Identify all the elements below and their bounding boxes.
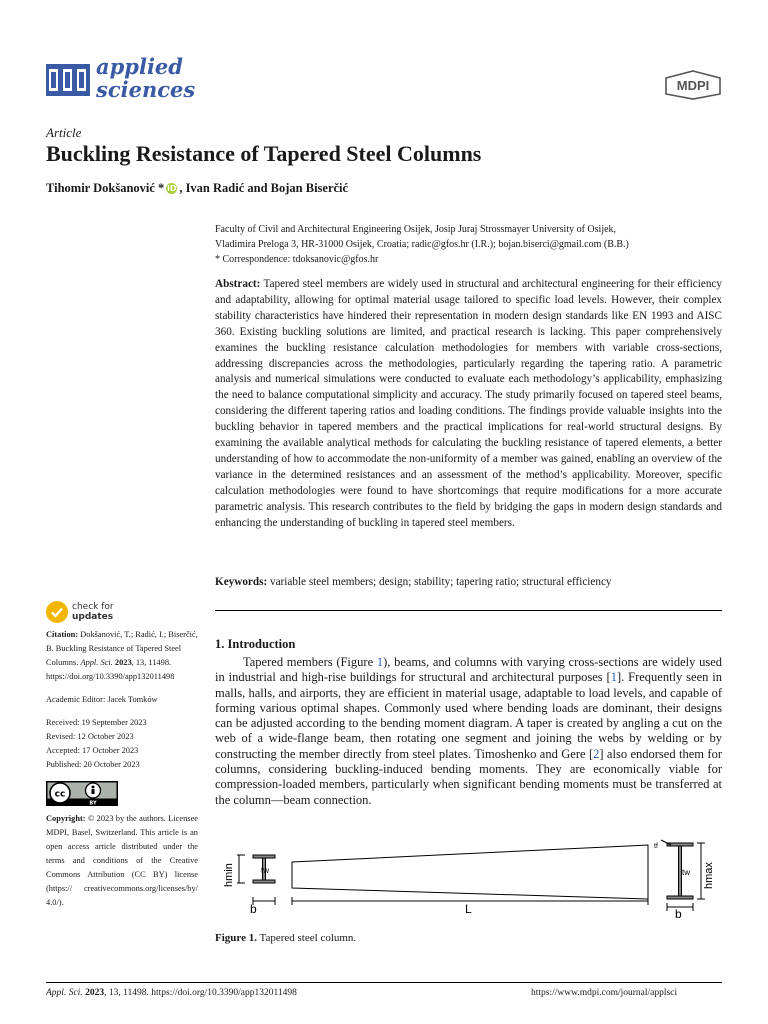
citation-text: Dokšanović, T.; Radić, I.; Biserčić, B. Buckling Resistance of Tapered Steel Columns. (46, 630, 198, 667)
check-icon (46, 601, 68, 623)
copyright-text: © 2023 by the authors. Licensee MDPI, Basel, Switzerland. This article is an open access article distributed under the terms and conditions of the Creative Commons Attribution (CC BY) license (https:// creativecommons.org/licenses/by/ 4.0/). (46, 814, 198, 907)
date-published: Published: 20 October 2023 (46, 760, 140, 769)
article-title: Buckling Resistance of Tapered Steel Columns (46, 141, 482, 166)
journal-name (96, 55, 206, 101)
copyright-label: Copyright: (46, 814, 86, 823)
check-line2: updates (72, 612, 114, 622)
footer-journal-url[interactable]: https://www.mdpi.com/journal/applsci (531, 988, 678, 998)
check-for-updates-button[interactable] (46, 601, 166, 625)
abstract (215, 277, 722, 532)
figure-caption-label: Figure 1. (215, 932, 257, 944)
footer-journal: Appl. Sci. (46, 988, 83, 998)
publisher-name: MDPI (676, 78, 710, 93)
date-revised: Revised: 12 October 2023 (46, 732, 134, 741)
journal-logo-icon (46, 60, 90, 100)
journal-name-line2: sciences (96, 77, 196, 102)
date-accepted: Accepted: 17 October 2023 (46, 746, 139, 755)
correspondence: * Correspondence: tdoksanovic@gfos.hr (215, 254, 379, 265)
orcid-icon[interactable]: iD (167, 184, 177, 193)
keywords (215, 576, 725, 588)
affiliation-line: Faculty of Civil and Architectural Engineering Osijek, Josip Juraj Strossmayer University of Osijek, (215, 224, 617, 235)
label-tw-right: tw (682, 868, 690, 877)
figure-caption (215, 932, 356, 944)
citation-reference-link[interactable]: 1 (610, 670, 617, 685)
citation (46, 628, 198, 684)
label-hmin: hmin (223, 863, 235, 887)
journal-name-line1: applied (96, 54, 183, 79)
label-tw: tw (261, 866, 269, 875)
section-heading-introduction: 1. Introduction (215, 637, 296, 651)
check-for-updates-label (72, 602, 114, 622)
citation-year: 2023 (114, 658, 132, 667)
label-tf: tf (654, 843, 658, 850)
author-primary[interactable]: Tihomir Dokšanović * (46, 181, 165, 195)
intro-text-segment: ]. Frequently seen in malls, halls, and airports, they are efficient in material usage, adaptable to load levels, and capable of forming various optimal shapes. Commonly used where bending loads are dominant, their designs can be adjusted according to the bending moment diagram. A taper is created by angling a cut on the web of a wide-flange beam, then rotating one segment and joining the webs by welding or by constructing the member directly from steel plates. Timoshenko and Gere [ (215, 670, 722, 761)
academic-editor: Academic Editor: Jacek Tomków (46, 695, 158, 704)
mdpi-logo-icon (664, 70, 722, 100)
journal-logo[interactable] (46, 54, 196, 108)
intro-text-segment: Tapered members (Figure (243, 655, 377, 669)
copyright (46, 812, 198, 910)
abstract-label: Abstract: (215, 278, 261, 290)
figure-tapered-column (215, 835, 722, 920)
label-b-left: b (250, 902, 257, 916)
keywords-text: variable steel members; design; stability; tapering ratio; structural efficiency (270, 576, 612, 588)
abstract-text: Tapered steel members are widely used in structural and architectural engineering for their efficiency and adaptability, allowing for optimal material usage tailored to specific load levels. However, their complex stability characteristics have hindered their representation in modern design standards like EN 1993 and AISC 360. Existing buckling solutions are limited, and practical research is lacking. This paper comprehensively examines the buckling resistance calculation methodologies for members with variable cross-sections, addressing discrepancies across the methodologies, particularly regarding the tapering ratio. A parametric analysis and numerical simulations were conducted to evaluate each methodology’s applicability, emphasizing the need to balance computational simplicity and accuracy. The study primarily focused on tapered steel beams, considering the different tapering ratios and loading conditions. The findings provide valuable insights into the buckling behavior in tapered members and the practical implications for real-world structural designs. By examining the available analytical methods for calculating the buckling resistance of tapered elements, a better understanding of how to accommodate the non-uniformity of a member was gained, enabling an overview of the variance in the determined resistances and an assessment of the method’s applicability. Moreover, specific calculation methodologies were found to have shortcomings that require modifications for a more accurate parametric analysis. This research contributes to the field by bridging the gaps in modern design standards and enhancing the understanding of buckling in tapered steel members. (215, 278, 722, 529)
citation-volume-doi[interactable]: , 13, 11498. https://doi.org/10.3390/app132011498 (46, 658, 175, 681)
affiliation-line: Vladimira Preloga 3, HR-31000 Osijek, Croatia; radic@gfos.hr (I.R.); bojan.biserci@gmail.com (B.B.) (215, 239, 629, 250)
intro-text-segment: ] also endorsed them for columns, considering buckling-induced bending moments. They are economically viable for compression-loaded members, particularly when significant bending moments must be transferred at the column—beam connection. (215, 746, 722, 807)
section-divider (215, 610, 722, 611)
citation-label: Citation: (46, 630, 79, 639)
footer-divider (46, 982, 722, 983)
article-type: Article (46, 125, 82, 140)
svg-text:cc: cc (54, 789, 66, 800)
figure-caption-text: Tapered steel column. (256, 932, 357, 944)
label-b-right: b (675, 907, 682, 920)
keywords-label: Keywords: (215, 576, 268, 588)
label-hmax: hmax (703, 862, 715, 889)
author-others: , Ivan Radić and Bojan Biserčić (179, 181, 349, 195)
cc-by-label: BY (89, 800, 97, 806)
citation-reference-link[interactable]: 2 (593, 746, 600, 761)
dates (46, 716, 198, 772)
tapered-member-outline (292, 845, 648, 899)
intro-text-segment: ), beams, and columns with varying cross-sections are widely used in industrial and high-rise buildings for structural and architectural purposes [ (215, 655, 723, 685)
footer-year: 2023 (85, 988, 105, 998)
article-sidebar (46, 628, 198, 919)
publisher-logo[interactable] (664, 70, 722, 100)
citation-journal: Appl. Sci. (80, 658, 113, 667)
introduction-paragraph (215, 655, 722, 808)
label-L: L (465, 902, 472, 916)
footer-citation (46, 988, 297, 998)
cc-by-license-icon[interactable] (46, 781, 118, 806)
author-list (46, 181, 348, 196)
affiliation-block (215, 222, 725, 267)
date-received: Received: 19 September 2023 (46, 718, 147, 727)
check-line1: check for (72, 602, 114, 612)
figure-reference-link[interactable]: 1 (376, 655, 384, 669)
footer-doi-link[interactable]: , 13, 11498. https://doi.org/10.3390/app132011498 (104, 988, 297, 998)
